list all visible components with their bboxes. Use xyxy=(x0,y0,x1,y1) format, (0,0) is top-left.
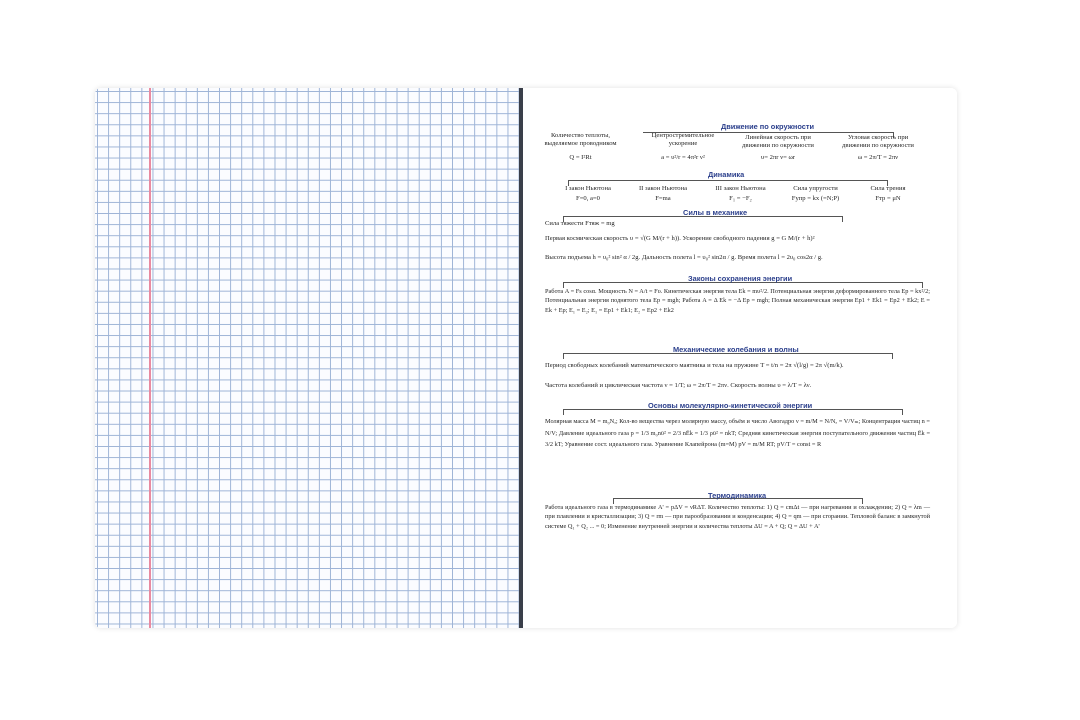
centripetal-formula: a = υ²/r = 4π²r ν² xyxy=(661,154,705,161)
section-title-forces: Силы в механике xyxy=(683,208,748,217)
section-title-oscillations: Механические колебания и волны xyxy=(673,345,799,354)
angular-speed-label: Угловая скорость при движении по окружности xyxy=(842,134,914,150)
newton-law-3-formula: F₁ = −F₂ xyxy=(729,195,752,202)
margin-line xyxy=(149,88,151,628)
section-title-thermo: Термодинамика xyxy=(708,491,767,500)
heat-formula: Q = I²Rt xyxy=(569,154,592,161)
section-rule xyxy=(568,180,888,181)
projectile-motion: Высота подъема h = υ₀² sin² α / 2g. Дальность полета l = υ₀² sin2α / g. Время полета l = 2υ₀ cos2α / g. xyxy=(545,254,823,261)
thermo-text: Работа идеального газа в термодинамике A' = pΔV = νRΔT. Количество теплоты: 1) Q = cmΔt — при нагревании и охлаждении; 2) Q = λm — при плавлении и кристаллизации; 3) Q = rm — при парообразовании и конденсации; 4) Q = qm — при сгорании. Тепловой баланс в замкнутой системе Q₁ + Q₂ ... = 0; Изменение внутренней энергии и количества теплоты ΔU = A + Q; Q = ΔU + A' xyxy=(545,504,930,530)
elastic-force-formula: Fупр = kx (=N;P) xyxy=(791,195,840,202)
newton-law-2-formula: F=ma xyxy=(655,195,671,202)
angular-speed-formula: ω = 2π/T = 2πν xyxy=(857,154,899,161)
section-title-dynamics: Динамика xyxy=(708,170,745,179)
newton-law-3: III закон Ньютона xyxy=(715,185,766,192)
grid-page xyxy=(95,88,521,628)
section-rule-tick xyxy=(842,216,843,222)
section-rule-tick xyxy=(902,409,903,415)
linear-speed-formula: υ= 2πr ν= ωr xyxy=(761,154,795,161)
newton-law-2: II закон Ньютона xyxy=(638,185,688,192)
formula-page xyxy=(523,88,957,628)
newton-law-1: I закон Ньютона xyxy=(565,185,611,192)
centripetal-label: Центростремительное ускорение xyxy=(651,132,715,148)
section-rule-tick xyxy=(563,353,564,359)
section-title-mkt: Основы молекулярно-кинетической энергии xyxy=(648,401,813,410)
gravity-force: Сила тяжести Fтяж = mg xyxy=(545,220,615,227)
section-title-energy: Законы сохранения энергии xyxy=(688,274,793,283)
linear-speed-label: Линейная скорость при движении по окружности xyxy=(742,134,814,150)
section-title-circle: Движение по окружности xyxy=(721,122,815,131)
friction-force-formula: Fтр = μN xyxy=(875,195,901,202)
newton-law-1-formula: F=0, a=0 xyxy=(576,195,600,202)
oscillation-period: Период свободных колебаний математического маятника и тела на пружине T = t/n = 2π √(l/g) = 2π √(m/k). xyxy=(545,362,844,369)
mkt-text: Молярная масса M = m₀Nₐ; Кол-во вещества через молярную массу, объём и число Авогадро ν = m/M = N/Nₐ = V/Vₘ; Концентрация частиц n = N/V; Давление идеального газа p = 1/3 m₀nῡ² = 2/3 nĒk = 1/3 ρῡ² = nkT; Средняя кинетическая энергия поступательного движения частиц Ēk = 3/2 kT; Уравнение сост. идеального газа. Уравнение Клапейрона (m=M) pV = m/M RT; pV/T = const = R xyxy=(545,418,930,449)
section-rule-tick xyxy=(892,353,893,359)
section-rule-tick xyxy=(563,409,564,415)
oscillation-frequency: Частота колебаний и циклическая частота ν = 1/T; ω = 2π/T = 2πν. Скорость волны υ = λ/T = λν. xyxy=(545,382,812,389)
energy-text: Работа A = Fs cosα. Мощность N = A/t = Fυ. Кинетическая энергия тела Ek = mυ²/2. Потенциальная энергия деформированного тела Ep = kx²/2; Потенциальная энергия поднятого тела Ep = mgh; Работа A = Δ Ek = −Δ Ep = mgh; Полная механическая энергия Ep1 + Ek1 = Ep2 + Ek2; E = Ek + Ep; E₁ = E₂; E₁ = Ep1 + Ek1; E₂ = Ep2 + Ek2 xyxy=(545,288,930,314)
friction-force: Сила трения xyxy=(870,185,906,192)
notebook-spread xyxy=(95,88,957,628)
heat-label: Количество теплоты, выделяемое проводником xyxy=(544,132,617,148)
cosmic-velocity: Первая космическая скорость υ = √(G M/(r + h)). Ускорение свободного падения g = G M/(r + h)² xyxy=(545,235,815,242)
elastic-force: Сила упругости xyxy=(793,185,838,192)
